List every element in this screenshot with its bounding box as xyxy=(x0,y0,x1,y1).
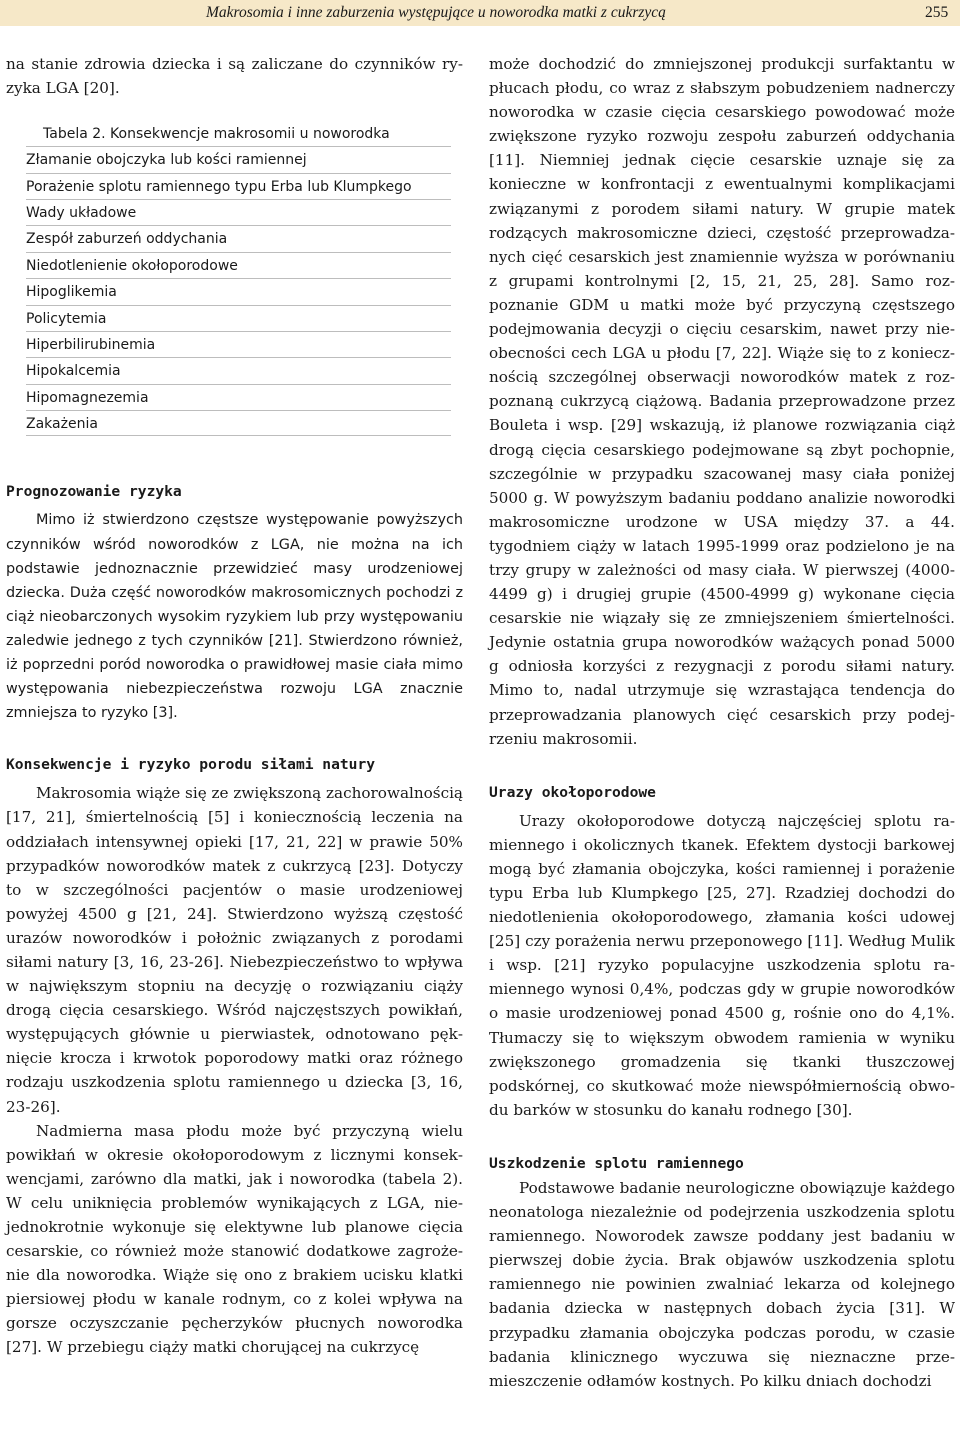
table-row: Złamanie obojczyka lub kości ramiennej xyxy=(26,146,451,172)
consequences-table xyxy=(26,122,451,436)
uszkodzenie-paragraph: Podstawowe badanie neurologiczne obowiązuje każdego neonatologa niezależnie od podejrzenia uszkodzenia splotu ramiennego. Noworodek zawsze poddany jest badaniu w pierwszej dobie życia. Brak objawów uszkodzenia splotu ramiennego nie powinien zwalniać lekarza od kolejnego badania dziecka w następnych dobach życia [31]. W przypadku złamania obojczyka podczas porodu, w czasie badania klinicznego wyczuwa się nieznaczne przemieszczenie odłamów kostnych. Po kilku dniach dochodzi xyxy=(489,1178,955,1390)
table-row: Wady układowe xyxy=(26,199,451,225)
table-row: Zespół zaburzeń oddychania xyxy=(26,225,451,251)
section-heading-uszkodzenie: Uszkodzenie splotu ramiennego xyxy=(489,1154,744,1172)
table-row: Policytemia xyxy=(26,305,451,331)
section-heading-prognozowanie: Prognozowanie ryzyka xyxy=(6,483,182,501)
table-row: Hipoglikemia xyxy=(26,278,451,304)
right-column xyxy=(489,52,955,1393)
table-row: Hipokalcemia xyxy=(26,357,451,383)
running-title: Makrosomia i inne zaburzenia występujące u noworodka matki z cukrzycą xyxy=(206,4,666,21)
intro-paragraph: na stanie zdrowia dziecka i są zaliczane do czynników ryzyka LGA [20]. xyxy=(6,55,463,98)
table-row: Zakażenia xyxy=(26,410,451,436)
section-heading-konsekwencje: Konsekwencje i ryzyko porodu siłami natury xyxy=(6,756,376,774)
section-heading-urazy: Urazy okołoporodowe xyxy=(489,783,656,801)
table-row: Niedotlenienie okołoporodowe xyxy=(26,252,451,278)
continuation-paragraph: może dochodzić do zmniejszonej produkcji surfaktantu w płucach płodu, co wraz z słabszym pobudzeniem nadnerczy noworodka w czasie cięcia cesarskiego powodować może zwiększone ryzyko rozwoju zespołu zaburzeń oddychania [11]. Niemniej jednak cięcie cesarskie uznaje się za konieczne w konfrontacji z ewentualnymi komplikacjami związanymi z porodem siłami natury. W grupie matek rodzących makrosomiczne dzieci, częstość przeprowadzanych cięć cesarskich jest znamiennie wyższa w porównaniu z grupami kontrolnymi [2, 15, 21, 25, 28]. Samo rozpoznanie GDM u matki może być przyczyną częstszego podejmowania decyzji o cięciu cesarskim, nawet przy nieobecności cech LGA u płodu [7, 22]. Wiąże się to z koniecznością szczególnej obserwacji noworodków matek z rozpoznaną cukrzycą ciążową. Badania przeprowadzone przez Bouleta i wsp. [29] wskazują, iż planowe rozwiązania ciąż drogą cięcia cesarskiego podejmowane są zbyt pochopnie, szczególnie w przypadku szacowanej masy ciała poniżej 5000 g. W powyższym badaniu poddano analizie noworodki makrosomiczne urodzone w USA między 37. a 44. tygodniem ciąży w latach 1995-1999 oraz podzielono je na trzy grupy w zależności od masy ciała. W pierwszej (4000-4499 g) i drugiej grupie (4500-4999 g) wykonane cięcia cesarskie nie wiązały się ze zmniejszeniem śmiertelności. Jedynie ostatnia grupa noworodków ważących ponad 5000 g odniosła korzyści z rezygnacji z porodu siłami natury. Mimo to, nadal utrzymuje się wzrastająca tendencja do przeprowadzania planowych cięć cesarskich przy podejrzeniu makrosomii. xyxy=(489,55,955,748)
urazy-paragraph: Urazy okołoporodowe dotyczą najczęściej splotu ramiennego i okolicznych tkanek. Efektem dystocji barkowej mogą być złamania obojczyka, kości ramiennej i porażenie typu Erba lub Klumpkego [25, 27]. Rzadziej dochodzi do niedotlenienia okołoporodowego, złamania kości udowej [25] czy porażenia nerwu przeponowego [11]. Według Mulik i wsp. [21] ryzyko populacyjne uszkodzenia splotu ramiennego wynosi 0,4%, podczas gdy w grupie noworodków o masie urodzeniowej ponad 4500 g, rośnie ono do 4,1%. Tłumaczy się to większym obwodem ramienia w wyniku zwiększonego gromadzenia się tkanki tłuszczowej podskórnej, co skutkować może niewspółmiernością obwodu barków w stosunku do kanału rodnego [30]. xyxy=(489,811,955,1119)
konsekwencje-paragraph-1: Makrosomia wiąże się ze zwiększoną zachorowalnością [17, 21], śmiertelnością [5] i koniecznością leczenia na oddziałach intensywnej opieki [17, 21, 22] w prawie 50% przypadków noworodków matek z cukrzycą [23]. Dotyczy to w szczególności pacjentów o masie urodzeniowej powyżej 4500 g [21, 24]. Stwierdzono wyższą częstość urazów noworodków i położnic związanych z porodami siłami natury [3, 16, 23-26]. Niebezpieczeństwo to wpływa w największym stopniu na decyzję o rozwiązaniu ciąży drogą cięcia cesarskiego. Wśród najczęstszych powikłań, występujących głównie u pierwiastek, odnotowano pęknięcie krocza i krwotok poporodowy matki oraz różnego rodzaju uszkodzenia splotu ramiennego u dziecka [3, 16, 23-26]. xyxy=(6,784,463,1116)
left-column xyxy=(6,52,463,1360)
table-row: Porażenie splotu ramiennego typu Erba lub Klumpkego xyxy=(26,173,451,199)
table-caption: Tabela 2. Konsekwencje makrosomii u noworodka xyxy=(43,126,390,143)
running-header xyxy=(0,0,960,26)
page-number: 255 xyxy=(925,4,949,21)
konsekwencje-paragraph-2: Nadmierna masa płodu może być przyczyną wielu powikłań w okresie okołoporodowym z licznymi konsekwencjami, zarówno dla matki, jak i noworodka (tabela 2). W celu uniknięcia problemów wynikających z LGA, niejednokrotnie wykonuje się elektywne lub planowe cięcia cesarskie, co również może stanowić dodatkowe zagrożenie dla noworodka. Wiąże się ono z brakiem ucisku klatki piersiowej płodu w kanale rodnym, co z kolei wpływa na gorsze oczyszczanie pęcherzyków płucnych noworodka [27]. W przebiegu ciąży matki chorującej na cukrzycę xyxy=(6,1121,463,1357)
prognoza-paragraph: Mimo iż stwierdzono częstsze występowanie powyższych czynników wśród noworodków z LGA, nie można na ich podstawie jednoznacznie przewidzieć masy urodzeniowej dziecka. Duża część noworodków makrosomicznych pochodzi z ciąż nieobarczonych wysokim ryzykiem lub przy występowaniu zaledwie jednego z tych czynników [21]. Stwierdzono również, iż poprzedni poród noworodka o prawidłowej masie ciała mimo występowania niebezpieczeństwa rozwoju LGA znacznie zmniejsza to ryzyko [3]. xyxy=(6,512,463,722)
table-row: Hiperbilirubinemia xyxy=(26,331,451,357)
table-row: Hipomagnezemia xyxy=(26,384,451,410)
